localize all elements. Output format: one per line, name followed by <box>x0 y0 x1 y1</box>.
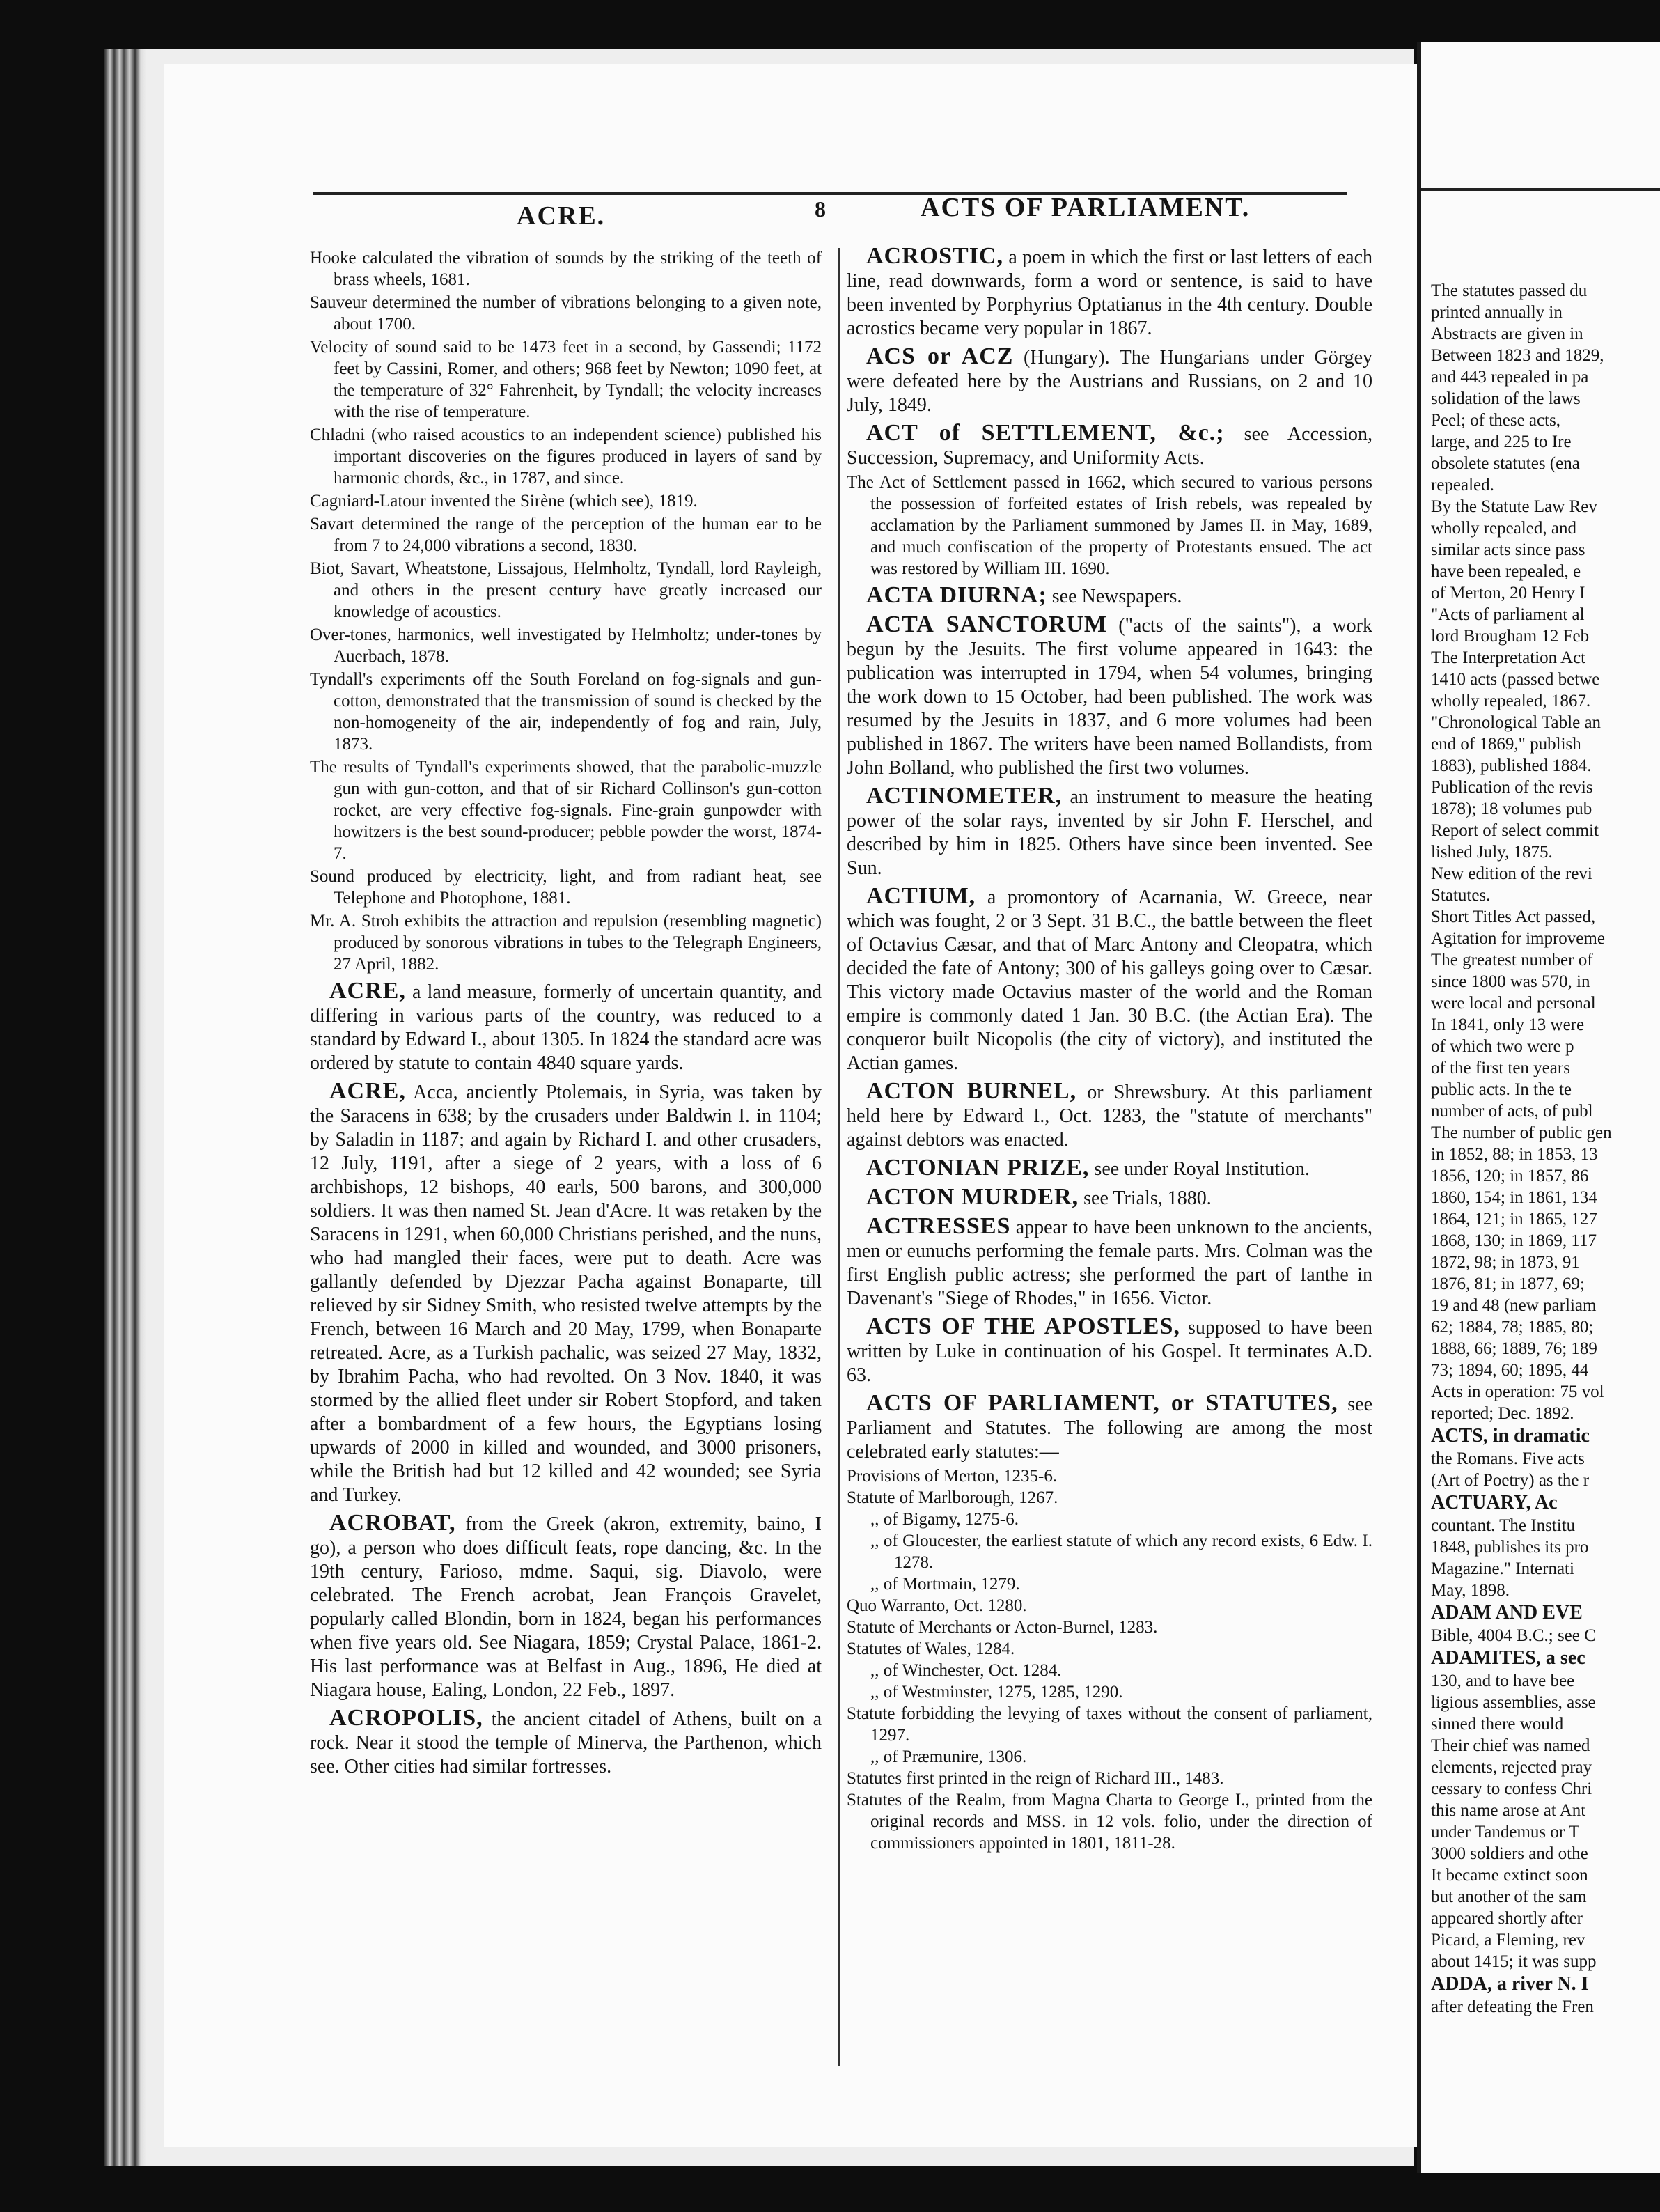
next-page <box>1417 42 1660 2173</box>
middle-entry-headword: ACTS OF THE APOSTLES, <box>866 1314 1180 1339</box>
middle-entry-headword: ACTIUM, <box>866 883 976 909</box>
middle-entry <box>847 421 1372 470</box>
next-page-line: ACTUARY, Ac <box>1431 1492 1558 1513</box>
middle-entry-text: (Hungary). The Hungarians under Görgey were defeated here by the Austrians and Russians, on 2 and 10 July, 1849. <box>847 347 1373 416</box>
chronology-item: Velocity of sound said to be 1473 feet in a second, by Gassendi; 1172 feet by Cassini, Romer, and others; 968 feet by Newton; 1090 feet, at the temperature of 32° Fahrenheit, by Tyndall; the velocity increases with the rise of temperature. <box>310 338 822 421</box>
next-page-line: Magazine." Internati <box>1431 1559 1574 1578</box>
next-page-line: 73; 1894, 60; 1895, 44 <box>1431 1361 1589 1380</box>
chronology-item: The results of Tyndall's experiments showed, that the parabolic-muzzle gun with gun-cotton, and that of sir Richard Collinson's gun-cotton rocket, are very effective fog-signals. Fine-grain gunpowder with howitzers is the best sound-producer; pebble powder the worst, 1874-7. <box>310 758 822 863</box>
statute-item: ,, of Mortmain, 1279. <box>870 1575 1020 1594</box>
next-page-line: 19 and 48 (new parliam <box>1431 1296 1597 1315</box>
next-page-line: May, 1898. <box>1431 1581 1510 1600</box>
next-page-line: In 1841, only 13 were <box>1431 1015 1585 1034</box>
next-page-line: Publication of the revis <box>1431 778 1593 797</box>
middle-entry <box>847 1315 1372 1387</box>
next-page-line: reported; Dec. 1892. <box>1431 1404 1574 1423</box>
next-page-line: were local and personal <box>1431 994 1596 1013</box>
middle-entry-headword: ACTON MURDER, <box>866 1184 1079 1210</box>
left-entry <box>310 1080 822 1507</box>
next-page-line: in 1852, 88; in 1853, 13 <box>1431 1145 1598 1164</box>
middle-entry-text: see Newspapers. <box>1051 586 1182 607</box>
statute-item: ,, of Gloucester, the earliest statute of which any record exists, 6 Edw. I. 1278. <box>870 1532 1372 1572</box>
middle-entry-text: supposed to have been written by Luke in continuation of his Gospel. It terminates A.D. 63. <box>847 1317 1372 1386</box>
next-page-line: ADAM AND EVE <box>1431 1602 1583 1623</box>
next-page-header-rule <box>1421 188 1660 191</box>
next-page-line: ADDA, a river N. I <box>1431 1973 1589 1995</box>
middle-entry <box>847 1392 1372 1464</box>
next-page-line: 1860, 154; in 1861, 134 <box>1431 1188 1597 1207</box>
next-page-line: countant. The Institu <box>1431 1516 1576 1535</box>
next-page-line: 1883), published 1884. <box>1431 756 1592 775</box>
statute-item: Statutes of the Realm, from Magna Charta to George I., printed from the original records and MSS. in 12 vols. folio, under the direction of commissioners appointed in 1801, 1811-28. <box>847 1791 1372 1853</box>
chronology-item: Sauveur determined the number of vibrations belonging to a given note, about 1700. <box>310 293 822 334</box>
statute-item: Statute of Marlborough, 1267. <box>847 1488 1058 1507</box>
next-page-line: solidation of the laws <box>1431 389 1581 408</box>
next-page-line: after defeating the Fren <box>1431 1997 1594 2016</box>
next-page-line: Bible, 4004 B.C.; see C <box>1431 1626 1596 1645</box>
next-page-line: Acts in operation: 75 vol <box>1431 1382 1604 1401</box>
next-page-line: this name arose at Ant <box>1431 1801 1586 1820</box>
next-page-line: Agitation for improveme <box>1431 929 1605 948</box>
chronology-item: Tyndall's experiments off the South Foreland on fog-signals and gun-cotton, demonstrated that the transmission of sound is checked by the non-homogeneity of the air, independently of fog and rain, July, 1873. <box>310 670 822 754</box>
left-entry-headword: ACRE, <box>329 1078 406 1104</box>
middle-entry-headword: ACTS OF PARLIAMENT, or STATUTES, <box>866 1390 1338 1416</box>
next-page-line: 1876, 81; in 1877, 69; <box>1431 1275 1585 1293</box>
next-page-line: and 443 repealed in pa <box>1431 368 1589 387</box>
next-page-line: Report of select commit <box>1431 821 1599 840</box>
next-page-line: It became extinct soon <box>1431 1866 1588 1885</box>
next-page-line: New edition of the revi <box>1431 864 1592 883</box>
left-entry-text: from the Greek (akron, extremity, baino, I go), a person who does difficult feats, rope dancing, &c. In the 19th century, Farioso, mdme. Saqui, sig. Diavolo, were celebrated. The French acrobat, Jean François Gravelet, popularly called Blondin, born in 1824, began his performances when five years old. See Niagara, 1859; Crystal Palace, 1861-2. His last performance was at Belfast in Aug., 1896, He died at Niagara house, Ealing, London, 22 Feb., 1897. <box>310 1513 822 1701</box>
next-page-line: similar acts since pass <box>1431 540 1585 559</box>
next-page-line: 62; 1884, 78; 1885, 80; <box>1431 1318 1594 1337</box>
next-page-column <box>1431 280 1660 2018</box>
column-divider <box>838 248 840 2066</box>
next-page-line: 1872, 98; in 1873, 91 <box>1431 1253 1580 1272</box>
middle-entry-headword: ACTON BURNEL, <box>866 1078 1077 1104</box>
left-entry-headword: ACRE, <box>329 978 406 1004</box>
next-page-line: sinned there would <box>1431 1715 1564 1734</box>
middle-entry-text: see Accession, Succession, Supremacy, and Uniformity Acts. <box>847 423 1372 469</box>
middle-entry-text: ("acts of the saints"), a work begun by the Jesuits. The first volume appeared in 1643: the publication was interrupted in 1794, when 54 volumes, bringing the work down to 15 October, had been published. The work was resumed by the Jesuits in 1837, and 6 more volumes had been published in 1867. The writers have been named Bollandists, from John Bolland, who published the first two volumes. <box>847 615 1372 779</box>
next-page-line: The statutes passed du <box>1431 281 1588 300</box>
next-page-line: have been repealed, e <box>1431 562 1581 581</box>
middle-entry-text: or Shrewsbury. At this parliament held here by Edward I., Oct. 1283, the "statute of merchants" against debtors was enacted. <box>847 1082 1372 1151</box>
middle-entry-text: see under Royal Institution. <box>1094 1158 1310 1180</box>
left-entry <box>310 979 822 1075</box>
statute-item: Statutes of Wales, 1284. <box>847 1639 1015 1658</box>
left-entry <box>310 1706 822 1779</box>
left-entry-text: the ancient citadel of Athens, built on a rock. Near it stood the temple of Minerva, the Parthenon, which see. Other cities had similar fortresses. <box>310 1708 822 1777</box>
next-page-line: 1864, 121; in 1865, 127 <box>1431 1210 1597 1229</box>
left-entry <box>310 1511 822 1702</box>
chronology-item: Hooke calculated the vibration of sounds by the striking of the teeth of brass wheels, 1681. <box>310 249 822 289</box>
left-entry-text: Acca, anciently Ptolemais, in Syria, was taken by the Saracens in 638; by the crusaders under Baldwin I. in 1104; by Saladin in 1187; and again by Richard I. and other crusaders, 12 July, 1191, after a siege of 2 years, with a loss of 6 archbishops, 12 bishops, 40 earls, 500 barons, and 300,000 soldiers. It was then named St. Jean d'Acre. It was retaken by the Saracens in 1291, when 60,000 Christians perished, and the nuns, who had mangled their faces, were put to death. Acre was gallantly defended by Djezzar Pacha against Bonaparte, till relieved by sir Sidney Smith, who resisted twelve attempts by the French, between 16 March and 20 May, 1799, when Bonaparte retreated. Acre, as a Turkish pachalic, was seized 27 May, 1832, by Ibrahim Pacha, who had revolted. On 3 Nov. 1840, it was stormed by the allied fleet under sir Robert Stopford, and taken after a bombardment of a few hours, the Egyptians losing upwards of 2000 in killed and wounded, and 3000 prisoners, while the British had but 12 killed and 42 wounded; see Syria and Turkey. <box>310 1082 822 1506</box>
middle-entry-text: a poem in which the first or last letters of each line, read downwards, form a word or sentence, is said to have been invented by Porphyrius Optatianus in the 4th century. Double acrostics became very popular in 1867. <box>847 247 1373 339</box>
statute-item: ,, of Præmunire, 1306. <box>870 1747 1027 1766</box>
chronology-item: Biot, Savart, Wheatstone, Lissajous, Helmholtz, Tyndall, lord Rayleigh, and others in the present century have greatly increased our knowledge of acoustics. <box>310 559 822 621</box>
next-page-line: since 1800 was 570, in <box>1431 972 1590 991</box>
next-page-line: "Acts of parliament al <box>1431 605 1585 624</box>
middle-entry-text: a promontory of Acarnania, W. Greece, near which was fought, 2 or 3 Sept. 31 B.C., the battle between the fleet of Octavius Cæsar, and that of Marc Antony and Cleopatra, which decided the fate of Antony; 300 of his galleys going over to Cæsar. This victory made Octavius master of the world and the Roman empire is commonly dated 1 Jan. 30 B.C. (the Actian Era). The conqueror built Nicopolis (the city of victory), and instituted the Actian games. <box>847 887 1372 1074</box>
next-page-line: 1848, publishes its pro <box>1431 1538 1589 1557</box>
next-page-line: repealed. <box>1431 476 1494 494</box>
header-left: ACRE. <box>517 201 606 231</box>
next-page-line: wholly repealed, and <box>1431 519 1576 538</box>
next-page-line: 130, and to have bee <box>1431 1672 1575 1690</box>
next-page-line: 1410 acts (passed betwe <box>1431 670 1600 689</box>
middle-entry-text: see Trials, 1880. <box>1083 1187 1212 1209</box>
middle-entry-headword: ACTRESSES <box>866 1213 1011 1239</box>
next-page-line: large, and 225 to Ire <box>1431 433 1572 451</box>
next-page-line: 1878); 18 volumes pub <box>1431 800 1592 818</box>
next-page-line: about 1415; it was supp <box>1431 1952 1597 1971</box>
statute-item: Provisions of Merton, 1235-6. <box>847 1467 1058 1486</box>
left-entry-text: a land measure, formerly of uncertain quantity, and differing in various parts of the country, was reduced to a standard by Edward I., about 1305. In 1824 the standard acre was ordered by statute to contain 4840 square yards. <box>310 981 822 1074</box>
middle-entry-headword: ACTINOMETER, <box>866 783 1063 809</box>
next-page-line: of Merton, 20 Henry I <box>1431 584 1585 602</box>
next-page-line: ACTS, in dramatic <box>1431 1425 1590 1447</box>
next-page-line: wholly repealed, 1867. <box>1431 692 1591 710</box>
middle-entry-text: an instrument to measure the heating power of the solar rays, invented by sir John F. Herschel, and described by him in 1825. Others have since been invented. See Sun. <box>847 786 1372 879</box>
next-page-line: 1888, 66; 1889, 76; 189 <box>1431 1339 1597 1358</box>
next-page-line: The greatest number of <box>1431 951 1593 969</box>
chronology-item: Sound produced by electricity, light, and from radiant heat, see Telephone and Photophone, 1881. <box>310 867 822 908</box>
next-page-line: Abstracts are given in <box>1431 325 1583 343</box>
next-page-line: 1868, 130; in 1869, 117 <box>1431 1231 1597 1250</box>
middle-entry-headword: ACROSTIC, <box>866 243 1003 269</box>
next-page-line: of which two were p <box>1431 1037 1574 1056</box>
next-page-line: Between 1823 and 1829, <box>1431 346 1604 365</box>
next-page-line: the Romans. Five acts <box>1431 1449 1585 1468</box>
chronology-item: Cagniard-Latour invented the Sirène (which see), 1819. <box>310 492 698 511</box>
statute-item: Statute forbidding the levying of taxes without the consent of parliament, 1297. <box>847 1704 1372 1745</box>
next-page-line: 1856, 120; in 1857, 86 <box>1431 1167 1589 1185</box>
next-page-line: public acts. In the te <box>1431 1080 1572 1099</box>
chronology-item: Chladni (who raised acoustics to an independent science) published his important discoveries on the figures produced in layers of sand by harmonic chords, &c., in 1787, and since. <box>310 426 822 488</box>
next-page-line: "Chronological Table an <box>1431 713 1602 732</box>
next-page-line: of the first ten years <box>1431 1059 1570 1077</box>
middle-entry-headword: ACT of SETTLEMENT, &c.; <box>866 420 1225 446</box>
middle-entry-headword: ACTA SANCTORUM <box>866 612 1107 637</box>
next-page-line: Picard, a Fleming, rev <box>1431 1931 1585 1949</box>
next-page-line: Their chief was named <box>1431 1736 1590 1755</box>
chronology-item: Over-tones, harmonics, well investigated by Helmholtz; under-tones by Auerbach, 1878. <box>310 625 822 666</box>
next-page-line: The Interpretation Act <box>1431 648 1586 667</box>
middle-entry-headword: ACS or ACZ <box>866 343 1014 369</box>
middle-entry <box>847 1215 1372 1311</box>
next-page-line: cessary to confess Chri <box>1431 1779 1592 1798</box>
chronology-item: Savart determined the range of the perception of the human ear to be from 7 to 24,000 vibrations a second, 1830. <box>310 515 822 555</box>
next-page-line: Peel; of these acts, <box>1431 411 1561 430</box>
middle-entry <box>847 345 1372 417</box>
next-page-line: end of 1869," publish <box>1431 735 1581 754</box>
middle-entry <box>847 1080 1372 1152</box>
next-page-line: appeared shortly after <box>1431 1909 1583 1928</box>
next-page-line: printed annually in <box>1431 303 1563 322</box>
next-page-line: By the Statute Law Rev <box>1431 497 1597 516</box>
next-page-line: ADAMITES, a sec <box>1431 1647 1585 1669</box>
next-page-line: The number of public gen <box>1431 1123 1612 1142</box>
next-page-line: lished July, 1875. <box>1431 843 1553 862</box>
left-entry-headword: ACROPOLIS, <box>329 1705 483 1731</box>
middle-entry <box>847 784 1372 880</box>
statute-item: ,, of Westminster, 1275, 1285, 1290. <box>870 1683 1123 1701</box>
middle-entry <box>847 584 1372 609</box>
next-page-line: but another of the sam <box>1431 1887 1587 1906</box>
middle-entry <box>847 613 1372 780</box>
middle-entry-text: appear to have been unknown to the ancients, men or eunuchs performing the female parts. Mrs. Colman was the first English public actress; she performed the part of Ianthe in Davenant's "Siege of Rhodes," in 1656. Victor. <box>847 1217 1373 1309</box>
left-column <box>310 247 822 1780</box>
middle-entry <box>847 885 1372 1075</box>
middle-entry <box>847 1185 1372 1210</box>
next-page-line: Statutes. <box>1431 886 1491 905</box>
next-page-line: number of acts, of publ <box>1431 1102 1593 1121</box>
next-page-line: (Art of Poetry) as the r <box>1431 1471 1590 1490</box>
middle-entry-text: see Parliament and Statutes. The following are among the most celebrated early statutes:— <box>847 1394 1373 1463</box>
statute-item: Statute of Merchants or Acton-Burnel, 1283. <box>847 1618 1158 1637</box>
middle-entry <box>847 472 1372 579</box>
middle-entry-headword: ACTA DIURNA; <box>866 582 1047 608</box>
next-page-line: lord Brougham 12 Feb <box>1431 627 1590 646</box>
middle-entry-headword: ACTONIAN PRIZE, <box>866 1155 1090 1181</box>
next-page-line: obsolete statutes (ena <box>1431 454 1580 473</box>
statute-item: ,, of Bigamy, 1275-6. <box>870 1510 1019 1529</box>
middle-entry <box>847 244 1372 341</box>
middle-entry <box>847 1156 1372 1181</box>
page-number: 8 <box>815 196 827 221</box>
middle-entry-text: The Act of Settlement passed in 1662, which secured to various persons the possession of forfeited estates of Irish rebels, was repealed by acclamation by the Parliament summoned by James II. in May, 1689, and much confiscation of the property of Protestants ensued. The act was restored by William III. 1690. <box>847 473 1372 578</box>
middle-column <box>847 240 1372 1854</box>
next-page-line: under Tandemus or T <box>1431 1823 1580 1841</box>
next-page-line: Short Titles Act passed, <box>1431 908 1596 926</box>
statute-item: Quo Warranto, Oct. 1280. <box>847 1596 1027 1615</box>
next-page-line: ligious assemblies, asse <box>1431 1693 1596 1712</box>
statute-item: Statutes first printed in the reign of Richard III., 1483. <box>847 1769 1224 1788</box>
next-page-line: 3000 soldiers and othe <box>1431 1844 1588 1863</box>
statute-item: ,, of Winchester, Oct. 1284. <box>870 1661 1062 1680</box>
chronology-item: Mr. A. Stroh exhibits the attraction and repulsion (resembling magnetic) produced by sonorous vibrations in tubes to the Telegraph Engineers, 27 April, 1882. <box>310 912 822 974</box>
next-page-line: elements, rejected pray <box>1431 1758 1592 1777</box>
left-entry-headword: ACROBAT, <box>329 1510 456 1536</box>
header-right: ACTS OF PARLIAMENT. <box>921 193 1251 222</box>
